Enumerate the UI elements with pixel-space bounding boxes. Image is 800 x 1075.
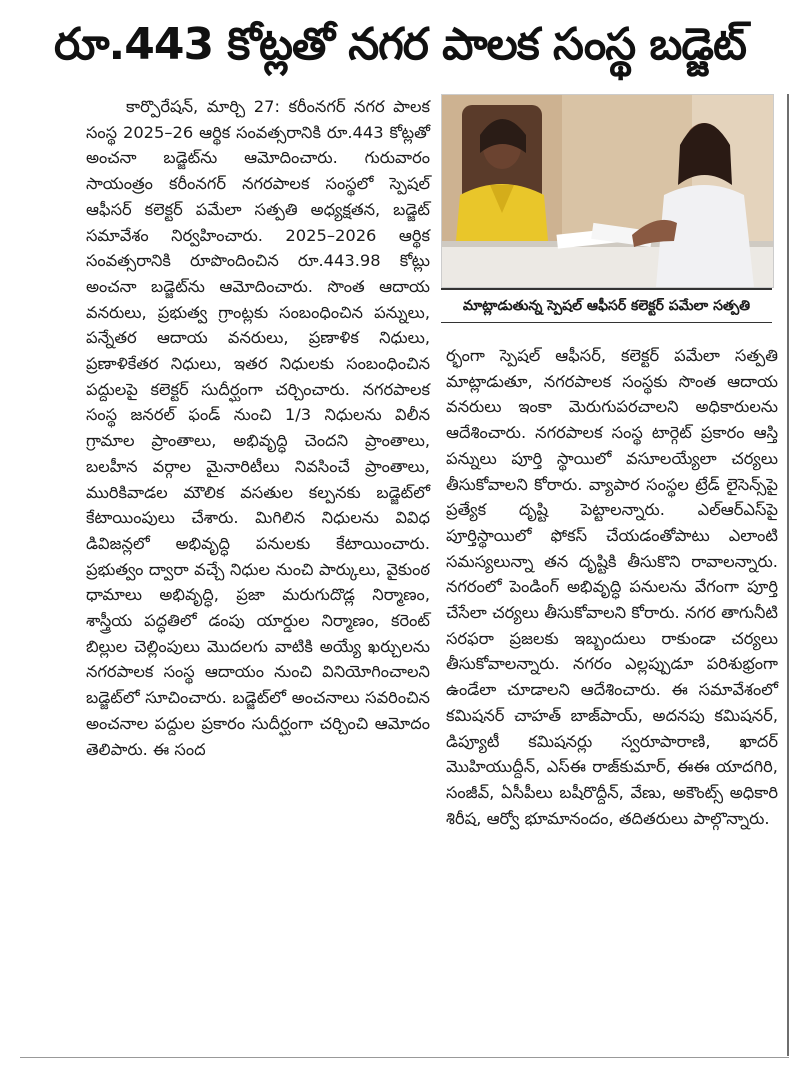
meeting-photo-illustration <box>442 95 773 287</box>
article-text-left: కార్పొరేషన్, మార్చి 27: కరీంనగర్ నగర పాలక సంస్థ 2025–26 ఆర్థిక సంవత్సరానికి రూ.443 కోట్లతో అంచనా బడ్జెట్‌ను ఆమోదించారు. గురువారం సాయంత్రం కరీంనగర్ నగరపాలక సంస్థలో స్పెషల్ ఆఫీసర్ కలెక్టర్ పమేలా సత్పతి అధ్యక్షతన, బడ్జెట్ సమావేశం నిర్వహించారు. 2025–2026 ఆర్థిక సంవత్సరానికి రూపొందించిన రూ.443.98 కోట్లు అంచనా బడ్జెట్‌ను ఆమోదించారు. సొంత ఆదాయ వనరులు, ప్రభుత్వ గ్రాంట్లకు సంబంధించిన పన్నులు, పన్నేతర ఆదాయ వనరులు, ప్రణాళిక నిధులు, ప్రణాళికేతర నిధులు, ఇతర నిధులకు సంబంధించిన పద్దులపై కలెక్టర్ సుదీర్ఘంగా చర్చించారు. నగరపాలక సంస్థ జనరల్ ఫండ్ నుంచి 1/3 నిధులను విలీన గ్రామాల ప్రాంతాలు, అభివృద్ధి చెందని ప్రాంతాలు, బలహీన వర్గాల మైనారిటీలు నివసించే ప్రాంతాలు, మురికివాడల మౌలిక వసతుల కల్పనకు బడ్జెట్‌లో కేటాయింపులు చేశారు. మిగిలిన నిధులను వివిధ డివిజన్లలో అభివృద్ధి పనులకు కేటాయించారు. ప్రభుత్వం ద్వారా వచ్చే నిధుల నుంచి పార్కులు, వైకుంఠ ధామాలు అభివృద్ధి, ప్రజా మరుగుదొడ్ల నిర్మాణం, శాస్త్రీయ పద్ధతిలో డంపు యార్డుల నిర్మాణం, కరెంట్ బిల్లుల చెల్లింపులు మొదలగు వాటికి అయ్యే ఖర్చులను నగరపాలక సంస్థ ఆదాయం నుంచి వినియోగించాలని బడ్జెట్‌లో సూచించారు. బడ్జెట్‌లో అంచనాలు సవరించిన అంచనాల పద్దుల ప్రకారం సుదీర్ఘంగా చర్చించి ఆమోదం తెలిపారు. ఈ సంద <box>86 97 430 759</box>
photo-caption: మాట్లాడుతున్న స్పెషల్ ఆఫీసర్ కలెక్టర్ పమేలా సత్పతి <box>441 288 772 323</box>
article-text-right: ర్భంగా స్పెషల్ ఆఫీసర్, కలెక్టర్ పమేలా సత్పతి మాట్లాడుతూ, నగరపాలక సంస్థకు సొంత ఆదాయ వనరులు ఇంకా మెరుగుపరచాలని అధికారులను ఆదేశించారు. నగరపాలక సంస్థ టార్గెట్ ప్రకారం ఆస్తి పన్నులు పూర్తి స్థాయిలో వసూలయ్యేలా చర్యలు తీసుకోవాలని కోరారు. వ్యాపార సంస్థల ట్రేడ్ లైసెన్స్‌పై ప్రత్యేక దృష్టి పెట్టాలన్నారు. ఎల్‌ఆర్‌ఎస్‌పై పూర్తిస్థాయిలో ఫోకస్ చేయడంతోపాటు ఎలాంటి సమస్యలున్నా తన దృష్టికి తీసుకొని రావాలన్నారు. నగరంలో పెండింగ్ అభివృద్ధి పనులను వేగంగా పూర్తి చేసేలా చర్యలు తీసుకోవాలని కోరారు. నగర తాగునీటి సరఫరా ప్రజలకు ఇబ్బందులు రాకుండా చర్యలు తీసుకోవాలన్నారు. నగరం ఎల్లప్పుడూ పరిశుభ్రంగా ఉండేలా చూడాలని ఆదేశించారు. ఈ సమావేశంలో కమిషనర్ చాహత్ బాజ్‌పాయ్, అదనపు కమిషనర్, డిప్యూటీ కమిషనర్లు స్వరూపారాణి, ఖాదర్ మొహియుద్దీన్, ఎస్ఈ రాజ్‌కుమార్, ఈఈ యాదగిరి, సంజీవ్, ఏసీపీలు బషీరొద్దీన్, వేణు, అకౌంట్స్ అధికారి శిరీష, ఆర్వో భూమానందం, తదితరులు పాల్గొన్నారు. <box>446 346 778 828</box>
column-divider-rule <box>787 94 789 1056</box>
headline: రూ.443 కోట్లతో నగర పాలక సంస్థ బడ్జెట్ <box>54 19 746 70</box>
bottom-rule <box>20 1057 789 1058</box>
article-column-right <box>446 343 778 831</box>
news-photo <box>441 94 774 288</box>
article-column-left <box>86 94 430 762</box>
